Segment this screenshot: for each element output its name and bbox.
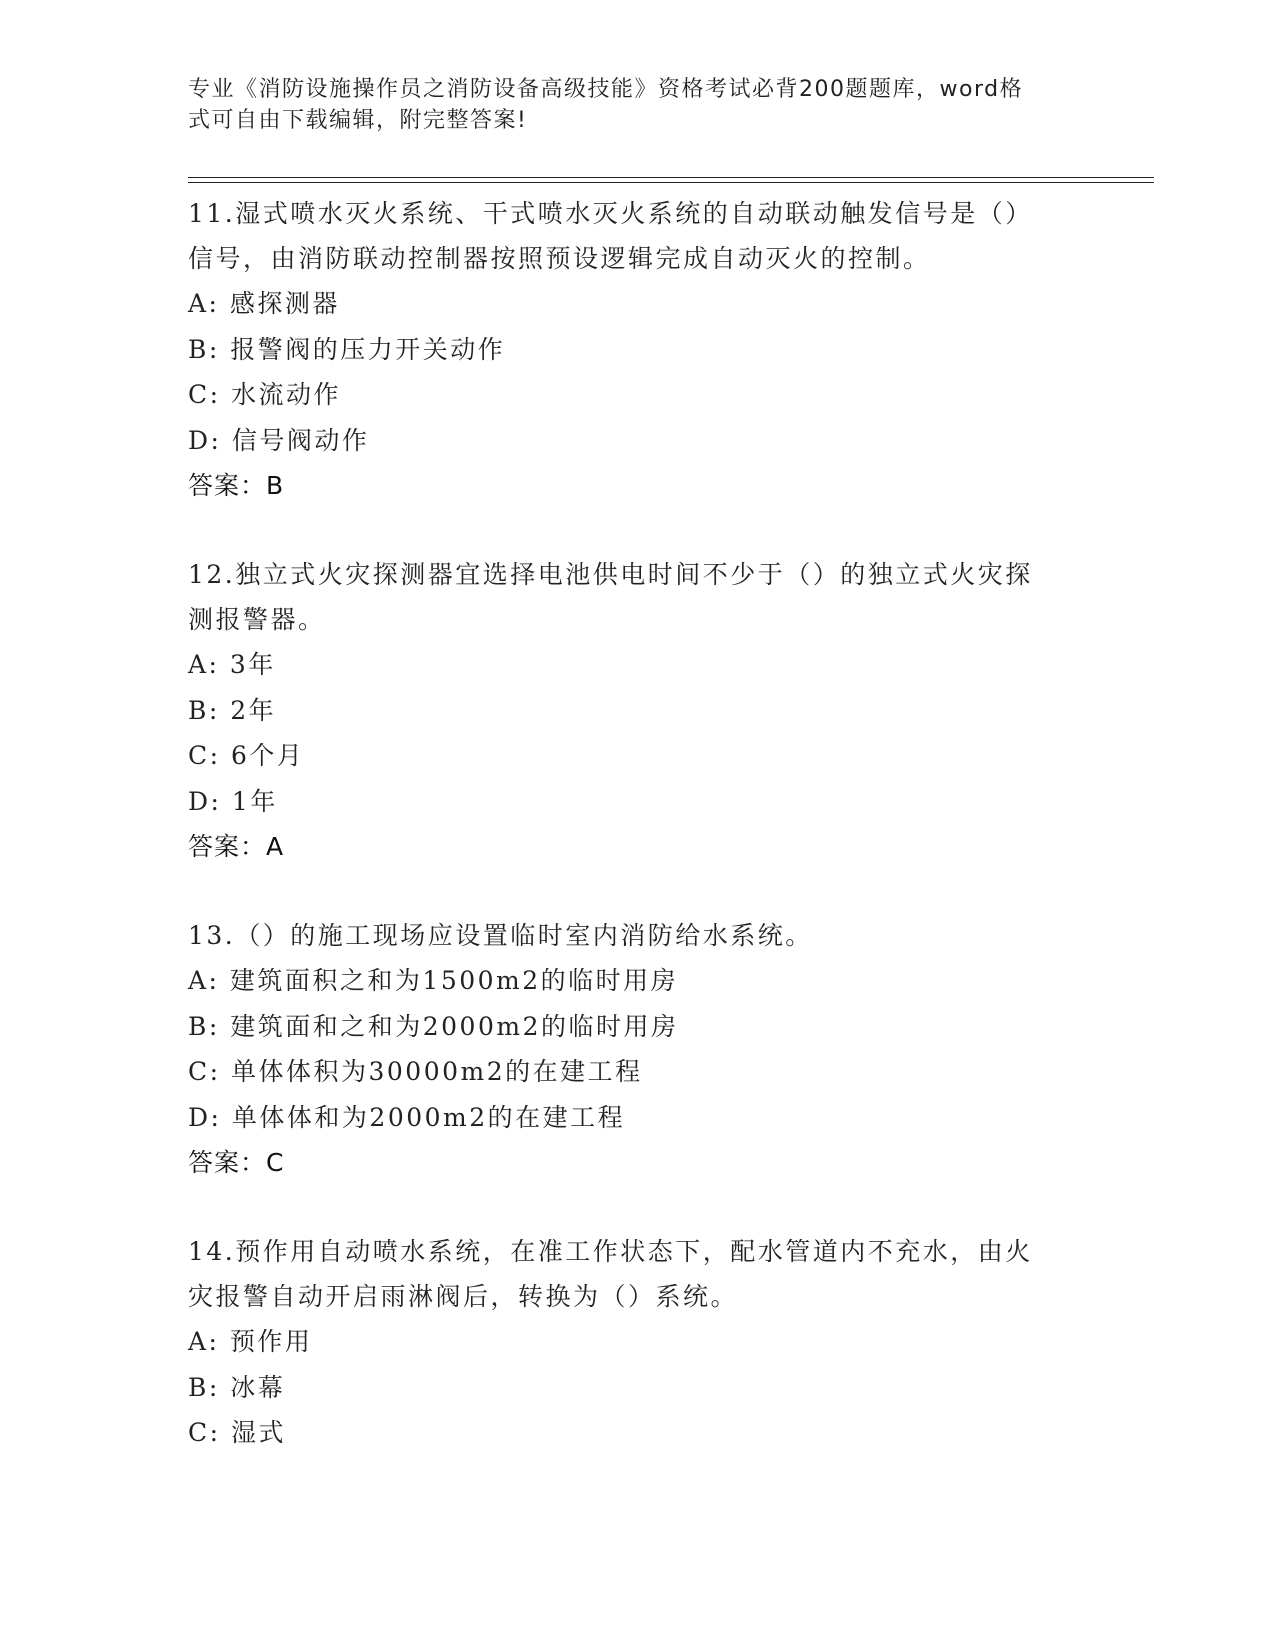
option-a: A: 感探测器	[188, 289, 340, 318]
answer: 答案：B	[188, 471, 285, 500]
question-stem-line: 信号，由消防联动控制器按照预设逻辑完成自动灭火的控制。	[188, 244, 931, 273]
question-14	[188, 1229, 1088, 1456]
question-stem-line: 14.预作用自动喷水系统，在准工作状态下，配水管道内不充水，由火	[188, 1237, 1033, 1266]
answer: 答案：A	[188, 832, 285, 861]
question-list	[188, 191, 1088, 1500]
question-stem-line: 12.独立式火灾探测器宜选择电池供电时间不少于（）的独立式火灾探	[188, 560, 1033, 589]
question-11	[188, 191, 1088, 508]
option-a: A: 预作用	[188, 1327, 313, 1356]
option-a: A: 3年	[188, 650, 276, 679]
question-stem-line: 灾报警自动开启雨淋阀后，转换为（）系统。	[188, 1282, 739, 1311]
option-a: A: 建筑面积之和为1500m2的临时用房	[188, 966, 679, 995]
option-c: C: 湿式	[188, 1418, 286, 1447]
option-b: B: 报警阀的压力开关动作	[188, 334, 506, 364]
option-d: D: 信号阀动作	[188, 425, 370, 455]
question-stem-line: 11.湿式喷水灭火系统、干式喷水灭火系统的自动联动触发信号是（）	[188, 199, 1033, 228]
document-header	[188, 74, 1068, 136]
header-line-1: 专业《消防设施操作员之消防设备高级技能》资格考试必背200题题库，word格	[188, 77, 1024, 102]
option-d: D: 单体体和为2000m2的在建工程	[188, 1102, 626, 1132]
option-b: B: 建筑面和之和为2000m2的临时用房	[188, 1011, 679, 1041]
option-d: D: 1年	[188, 786, 278, 816]
header-divider-top	[188, 177, 1154, 178]
option-c: C: 水流动作	[188, 380, 341, 409]
question-stem-line: 13.（）的施工现场应设置临时室内消防给水系统。	[188, 921, 813, 950]
option-b: B: 冰幕	[188, 1372, 286, 1402]
option-b: B: 2年	[188, 695, 277, 725]
question-13	[188, 913, 1088, 1185]
header-divider-bottom	[188, 182, 1154, 183]
answer: 答案：C	[188, 1148, 285, 1177]
header-line-2: 式可自由下载编辑，附完整答案!	[188, 108, 528, 133]
question-12	[188, 552, 1088, 869]
option-c: C: 单体体积为30000m2的在建工程	[188, 1057, 643, 1086]
question-stem-line: 测报警器。	[188, 605, 326, 634]
option-c: C: 6个月	[188, 741, 305, 770]
